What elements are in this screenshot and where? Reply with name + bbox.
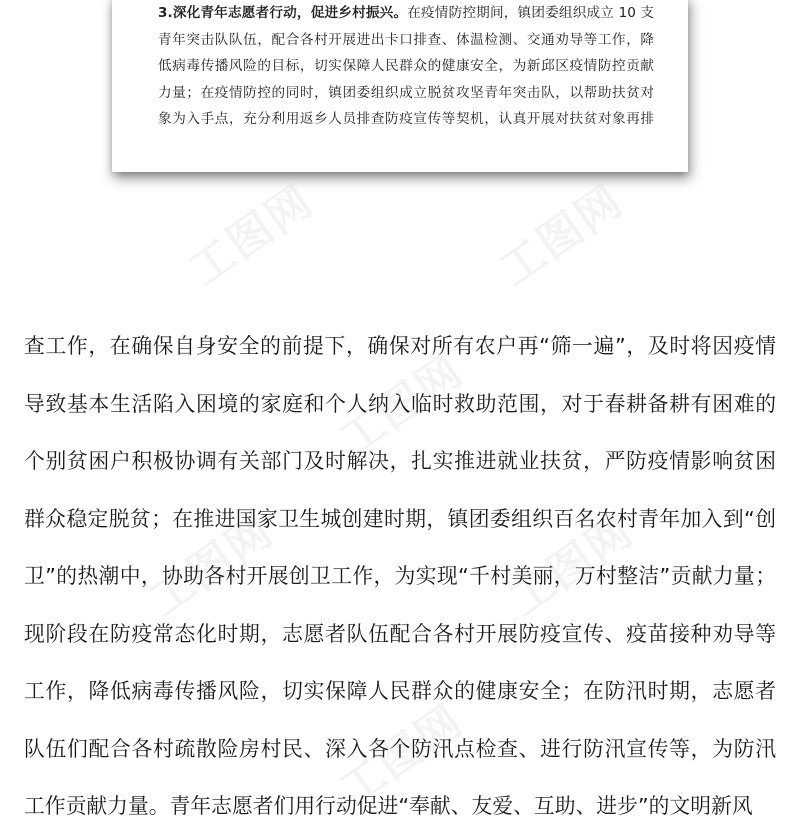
card-line: 青年突击队队伍，配合各村开展进出卡口排查、体温检测、交通劝导等工作，降 (158, 31, 654, 48)
card-line: 力量；在疫情防控的同时，镇团委组织成立脱贫攻坚青年突击队，以帮助扶贫对 (158, 84, 654, 101)
document-excerpt-card (112, 0, 688, 172)
watermark: 工图网 (330, 695, 473, 817)
body-line: 个别贫困户积极协调有关部门及时解决，扎实推进就业扶贫，严防疫情影响贫困 (24, 449, 776, 473)
body-text (24, 322, 776, 840)
watermark: 工图网 (500, 505, 643, 627)
card-line: 象为入手点，充分利用返乡人员排查防疫宣传等契机，认真开展对扶贫对象再排 (158, 111, 654, 127)
body-line: 工作贡献力量。青年志愿者们用行动促进“奉献、友爱、互助、进步”的文明新风 (24, 794, 753, 818)
body-line: 现阶段在防疫常态化时期，志愿者队伍配合各村开展防疫宣传、疫苗接种劝导等 (24, 621, 776, 646)
card-text-block (158, 0, 654, 133)
body-line: 卫”的热潮中，协助各村开展创卫工作，为实现“千村美丽，万村整洁”贡献力量； (24, 564, 776, 588)
body-line: 导致基本生活陷入困境的家庭和个人纳入临时救助范围，对于春耕备耕有困难的 (24, 391, 776, 416)
card-line-1 (158, 0, 654, 27)
body-line: 查工作，在确保自身安全的前提下，确保对所有农户再“筛一遍”，及时将因疫情 (24, 334, 776, 358)
card-line: 低病毒传播风险的目标，切实保障人民群众的健康安全，为新邱区疫情防控贡献 (158, 58, 654, 74)
watermark: 工图网 (490, 175, 633, 297)
section-heading: 3.深化青年志愿者行动，促进乡村振兴。 (158, 5, 408, 21)
card-line-1-rest: 在疫情防控期间，镇团委组织成立 10 支 (407, 5, 654, 21)
body-line: 群众稳定脱贫；在推进国家卫生城创建时期，镇团委组织百名农村青年加入到“创 (24, 506, 776, 531)
body-line: 队伍们配合各村疏散险房村民、深入各个防汛点检查、进行防汛宣传等，为防汛 (24, 736, 776, 761)
watermark: 工图网 (140, 505, 283, 627)
watermark: 工图网 (180, 175, 323, 297)
body-line: 工作，降低病毒传播风险，切实保障人民群众的健康安全；在防汛时期，志愿者 (24, 679, 776, 703)
watermark: 工图网 (330, 345, 473, 467)
